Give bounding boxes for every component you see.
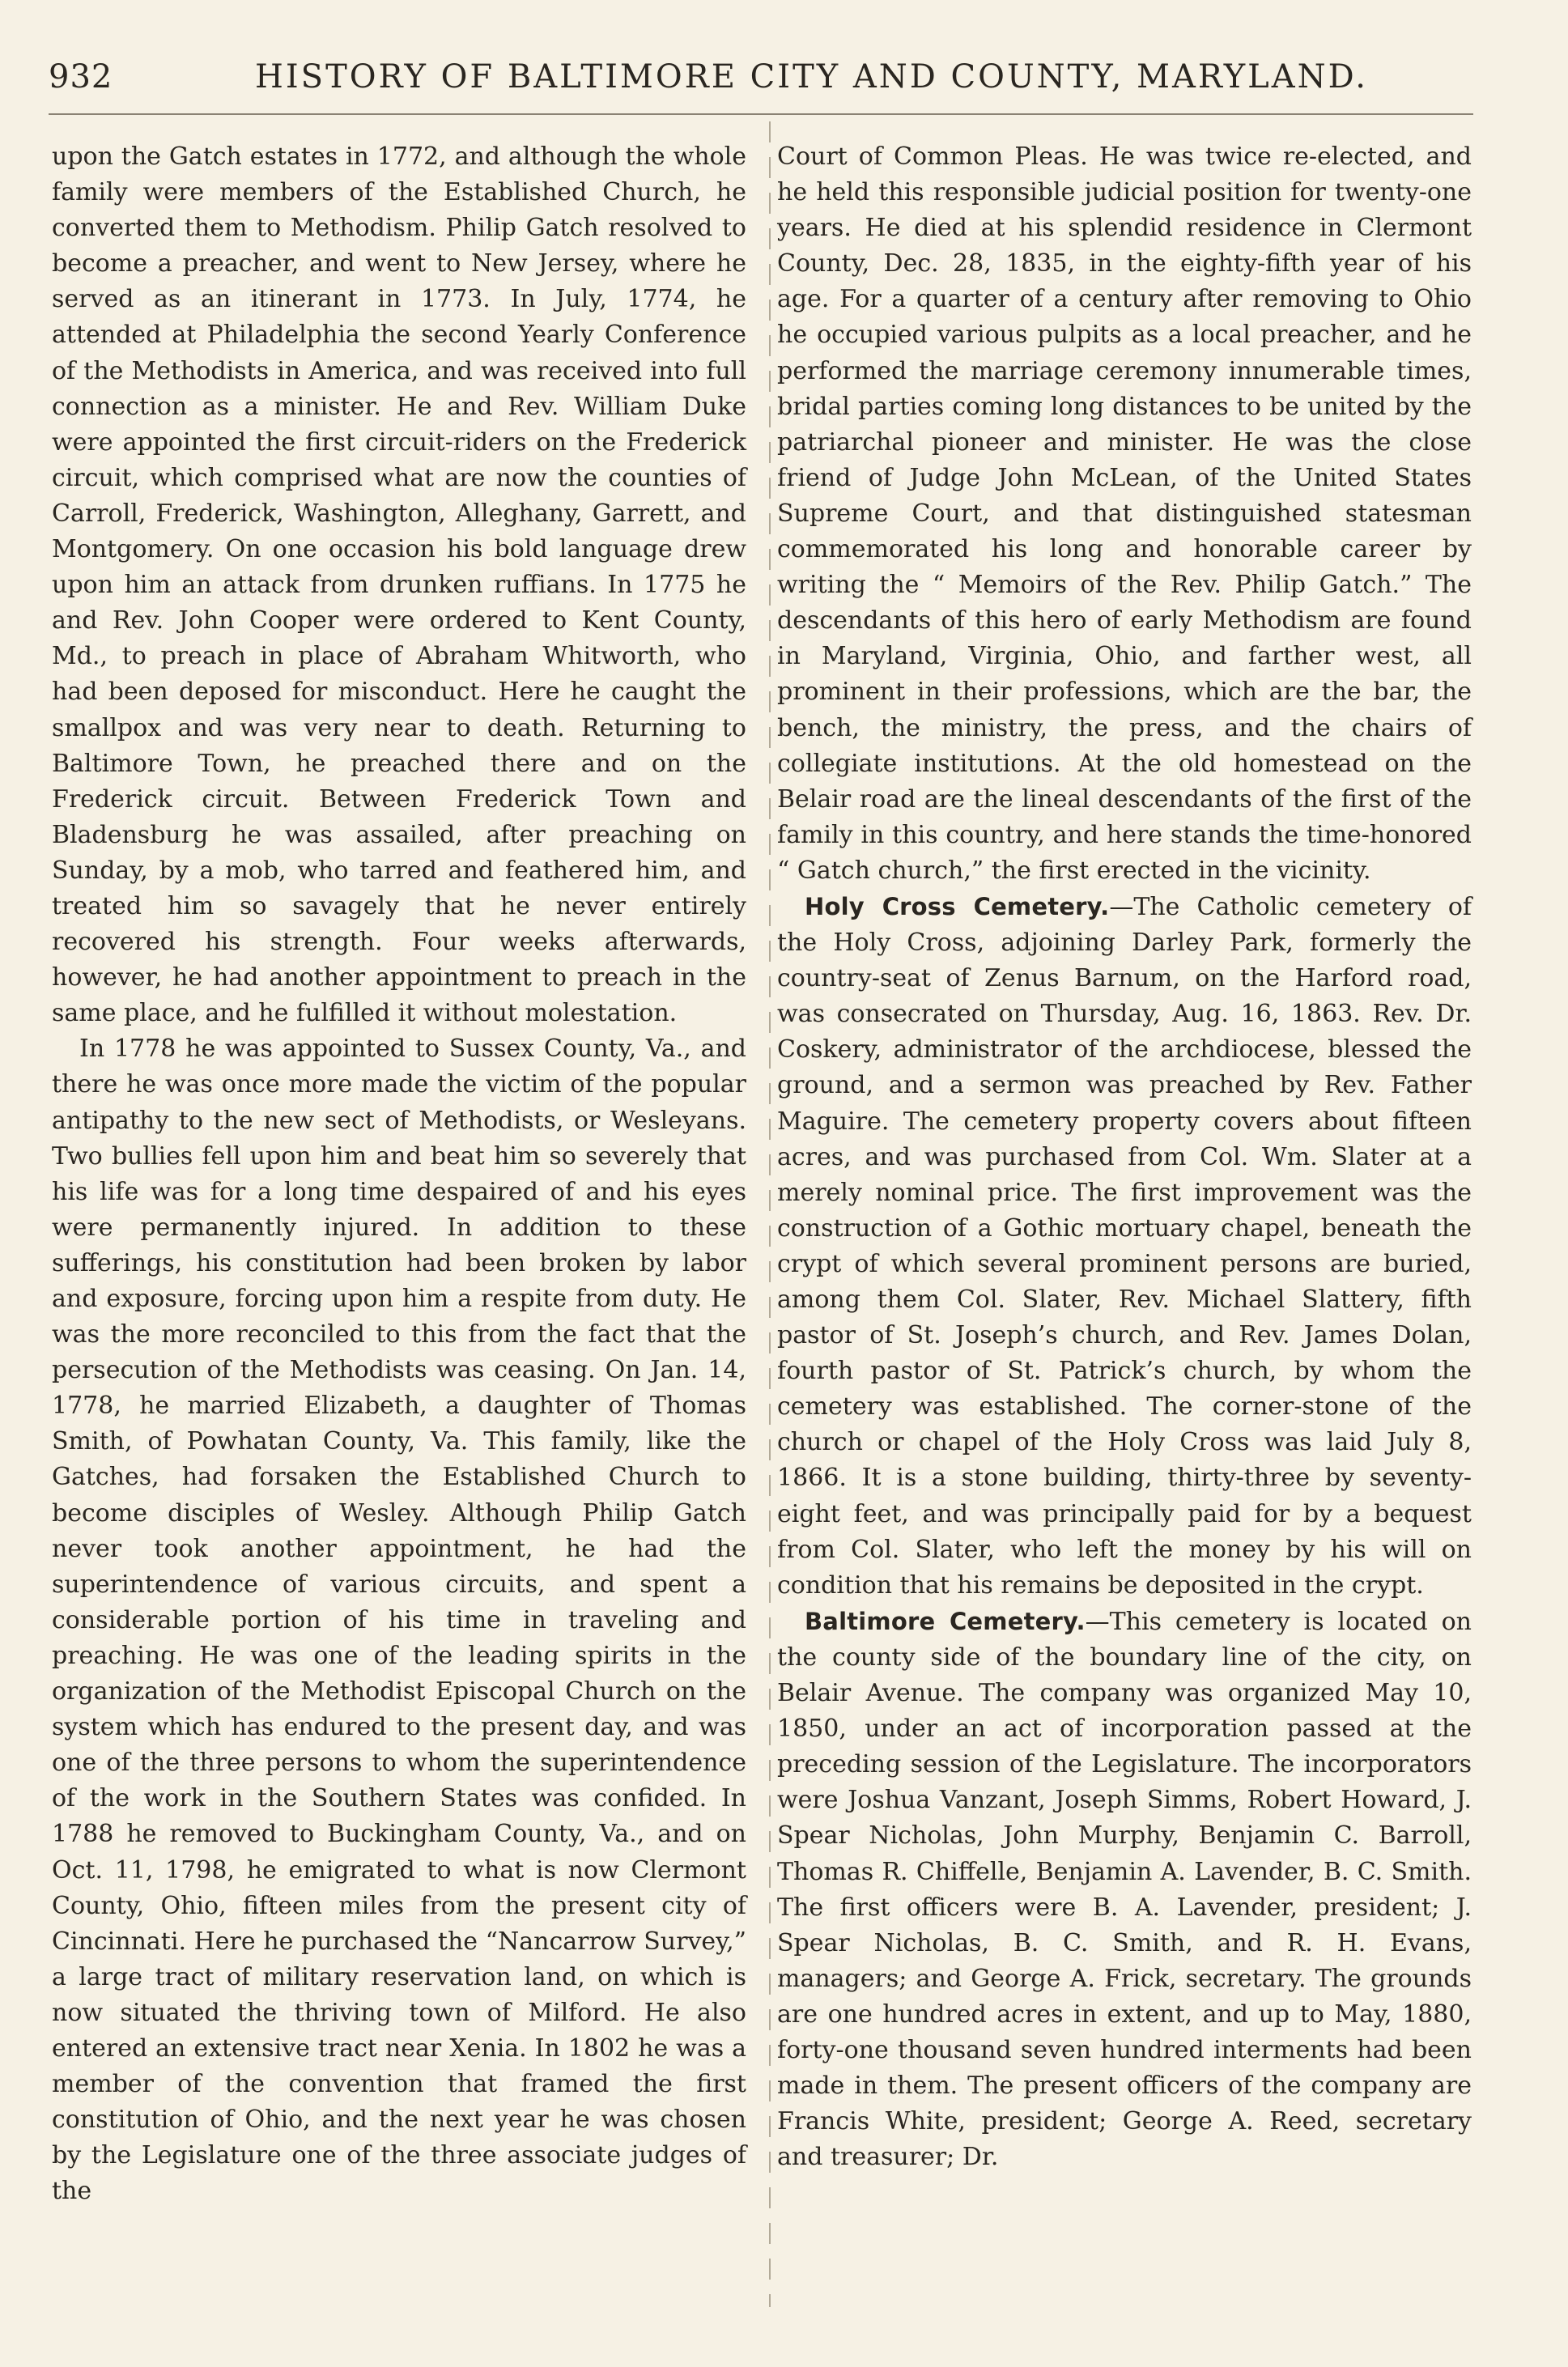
baltimore-cemetery-section	[777, 1604, 1472, 2176]
right-column	[777, 139, 1472, 2175]
gatch-paragraph-continued: Court of Common Pleas. He was twice re-elected, and he held this responsible judicial position for twenty-one years. He died at his splendid residence in Clermont County, Dec. 28, 1835, in the eighty-fifth year of his age. For a quarter of a century after removing to Ohio he occupied various pulpits as a local preacher, and he performed the marriage ceremony innumerable times, bridal parties coming long distances to be united by the patriarchal pioneer and minister. He was the close friend of Judge John McLean, of the United States Supreme Court, and that distinguished statesman commemorated his long and honorable career by writing the “ Memoirs of the Rev. Philip Gatch.” The descendants of this hero of early Methodism are found in Maryland, Virginia, Ohio, and farther west, all prominent in their professions, which are the bar, the bench, the ministry, the press, and the chairs of collegiate institutions. At the old homestead on the Belair road are the lineal descendants of the first of the family in this country, and here stands the time-honored “ Gatch church,” the first erected in the vicinity.	[777, 142, 1472, 885]
holy-cross-heading: Holy Cross Cemetery.	[805, 892, 1110, 920]
header-rule	[49, 113, 1473, 115]
left-column	[52, 139, 746, 2209]
holy-cross-text: —The Catholic cemetery of the Holy Cross, adjoining Darley Park, formerly the country-seat of Zenus Barnum, on the Harford road, was consecrated on Thursday, Aug. 16, 1863. Rev. Dr. Coskery, administrator of the archdiocese, blessed the ground, and a sermon was preached by Rev. Father Maguire. The cemetery property covers about fifteen acres, and was purchased from Col. Wm. Slater at a merely nominal price. The first improvement was the construction of a Gothic mortuary chapel, beneath the crypt of which several prominent persons are buried, among them Col. Slater, Rev. Michael Slattery, fifth pastor of St. Joseph’s church, and Rev. James Dolan, fourth pastor of St. Patrick’s church, by whom the cemetery was established. The corner-stone of the church or chapel of the Holy Cross was laid July 8, 1866. It is a stone building, thirty-three by seventy-eight feet, and was principally paid for by a bequest from Col. Slater, who left the money by his will on condition that his remains be deposited in the crypt.	[777, 892, 1472, 1600]
baltimore-cemetery-text: —This cemetery is located on the county side of the boundary line of the city, on Belair Avenue. The company was organized May 10, 1850, under an act of incorporation passed at the preceding session of the Legislature. The incorporators were Joshua Vanzant, Joseph Simms, Robert Howard, J. Spear Nicholas, John Murphy, Benjamin C. Barroll, Thomas R. Chiffelle, Benjamin A. Lavender, B. C. Smith. The first officers were B. A. Lavender, president; J. Spear Nicholas, B. C. Smith, and R. H. Evans, managers; and George A. Frick, secretary. The grounds are one hundred acres in extent, and up to May, 1880, forty-one thousand seven hundred interments had been made in them. The present officers of the company are Francis White, president; George A. Reed, secretary and treasurer; Dr.	[777, 1607, 1472, 2172]
running-head: HISTORY OF BALTIMORE CITY AND COUNTY, MARYLAND.	[255, 58, 1368, 96]
gatch-paragraph-1: upon the Gatch estates in 1772, and although the whole family were members of the Established Church, he converted them to Methodism. Philip Gatch resolved to become a preacher, and went to New Jersey, where he served as an itinerant in 1773. In July, 1774, he attended at Philadelphia the second Yearly Conference of the Methodists in America, and was received into full connection as a minister. He and Rev. William Duke were appointed the first circuit-riders on the Frederick circuit, which comprised what are now the counties of Carroll, Frederick, Washington, Alleghany, Garrett, and Montgomery. On one occasion his bold language drew upon him an attack from drunken ruffians. In 1775 he and Rev. John Cooper were ordered to Kent County, Md., to preach in place of Abraham Whitworth, who had been deposed for misconduct. Here he caught the smallpox and was very near to death. Returning to Baltimore Town, he preached there and on the Frederick circuit. Between Frederick Town and Bladensburg he was assailed, after preaching on Sunday, by a mob, who tarred and feathered him, and treated him so savagely that he never entirely recovered his strength. Four weeks afterwards, however, he had another appointment to preach in the same place, and he fulfilled it without molestation.	[52, 142, 746, 1028]
page-number: 932	[49, 58, 113, 96]
holy-cross-section	[777, 889, 1472, 1604]
column-divider	[769, 121, 771, 2307]
gatch-paragraph-2: In 1778 he was appointed to Sussex County, Va., and there he was once more made the victim of the popular antipathy to the new sect of Methodists, or Wesleyans. Two bullies fell upon him and beat him so severely that his life was for a long time despaired of and his eyes were permanently injured. In addition to these sufferings, his constitution had been broken by labor and exposure, forcing upon him a respite from duty. He was the more reconciled to this from the fact that the persecution of the Methodists was ceasing. On Jan. 14, 1778, he married Elizabeth, a daughter of Thomas Smith, of Powhatan County, Va. This family, like the Gatches, had forsaken the Established Church to become disciples of Wesley. Although Philip Gatch never took another appointment, he had the superintendence of various circuits, and spent a considerable portion of his time in traveling and preaching. He was one of the leading spirits in the organization of the Methodist Episcopal Church on the system which has endured to the present day, and was one of the three persons to whom the superintendence of the work in the Southern States was confided. In 1788 he removed to Buckingham County, Va., and on Oct. 11, 1798, he emigrated to what is now Clermont County, Ohio, fifteen miles from the present city of Cincinnati. Here he purchased the “Nancarrow Survey,” a large tract of military reservation land, on which is now situated the thriving town of Milford. He also entered an extensive tract near Xenia. In 1802 he was a member of the convention that framed the first constitution of Ohio, and the next year he was chosen by the Legislature one of the three associate judges of the	[52, 1035, 746, 2206]
page-header	[49, 58, 1473, 107]
baltimore-cemetery-heading: Baltimore Cemetery.	[805, 1607, 1086, 1635]
